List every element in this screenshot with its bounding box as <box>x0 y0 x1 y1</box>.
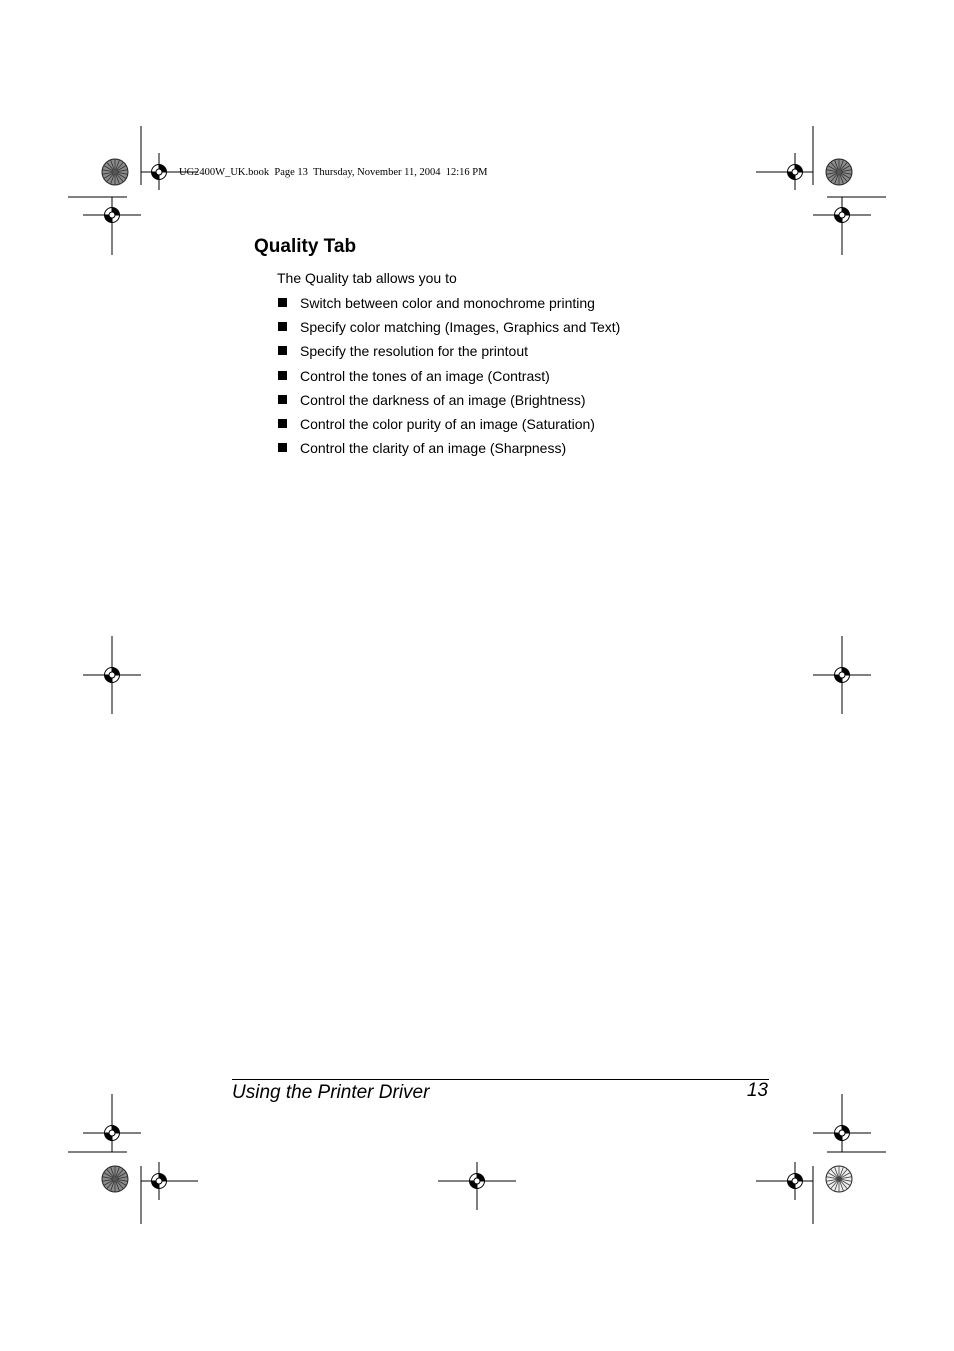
starburst-mark-icon <box>826 1166 852 1192</box>
list-item-text: Control the darkness of an image (Brightness) <box>300 391 586 408</box>
square-bullet-icon <box>278 395 287 404</box>
list-item-text: Control the color purity of an image (Saturation) <box>300 415 595 432</box>
list-item-text: Specify the resolution for the printout <box>300 343 529 360</box>
list-item <box>277 341 620 365</box>
list-item <box>277 414 620 438</box>
feature-list <box>277 293 620 462</box>
section-title: Quality Tab <box>254 236 357 257</box>
list-item <box>277 317 620 341</box>
list-item-text: Switch between color and monochrome printing <box>300 295 595 311</box>
square-bullet-icon <box>278 371 287 380</box>
list-item <box>277 366 620 390</box>
square-bullet-icon <box>278 322 287 331</box>
square-bullet-icon <box>278 298 287 307</box>
list-item-text: Control the tones of an image (Contrast) <box>300 367 550 384</box>
slug-line: UG2400W_UK.book Page 13 Thursday, November 11, 2004 12:16 PM <box>179 167 488 178</box>
square-bullet-icon <box>278 346 287 355</box>
square-bullet-icon <box>278 419 287 428</box>
list-item-text: Specify color matching (Images, Graphics and Text) <box>300 319 621 336</box>
list-item-text: Control the clarity of an image (Sharpness) <box>300 440 567 457</box>
list-item <box>277 293 620 317</box>
page-number: 13 <box>746 1080 768 1101</box>
section-intro: The Quality tab allows you to <box>277 270 457 286</box>
footer-title: Using the Printer Driver <box>232 1082 430 1103</box>
footer-rule <box>232 1079 769 1080</box>
square-bullet-icon <box>278 443 287 452</box>
list-item <box>277 390 620 414</box>
list-item <box>277 438 620 462</box>
